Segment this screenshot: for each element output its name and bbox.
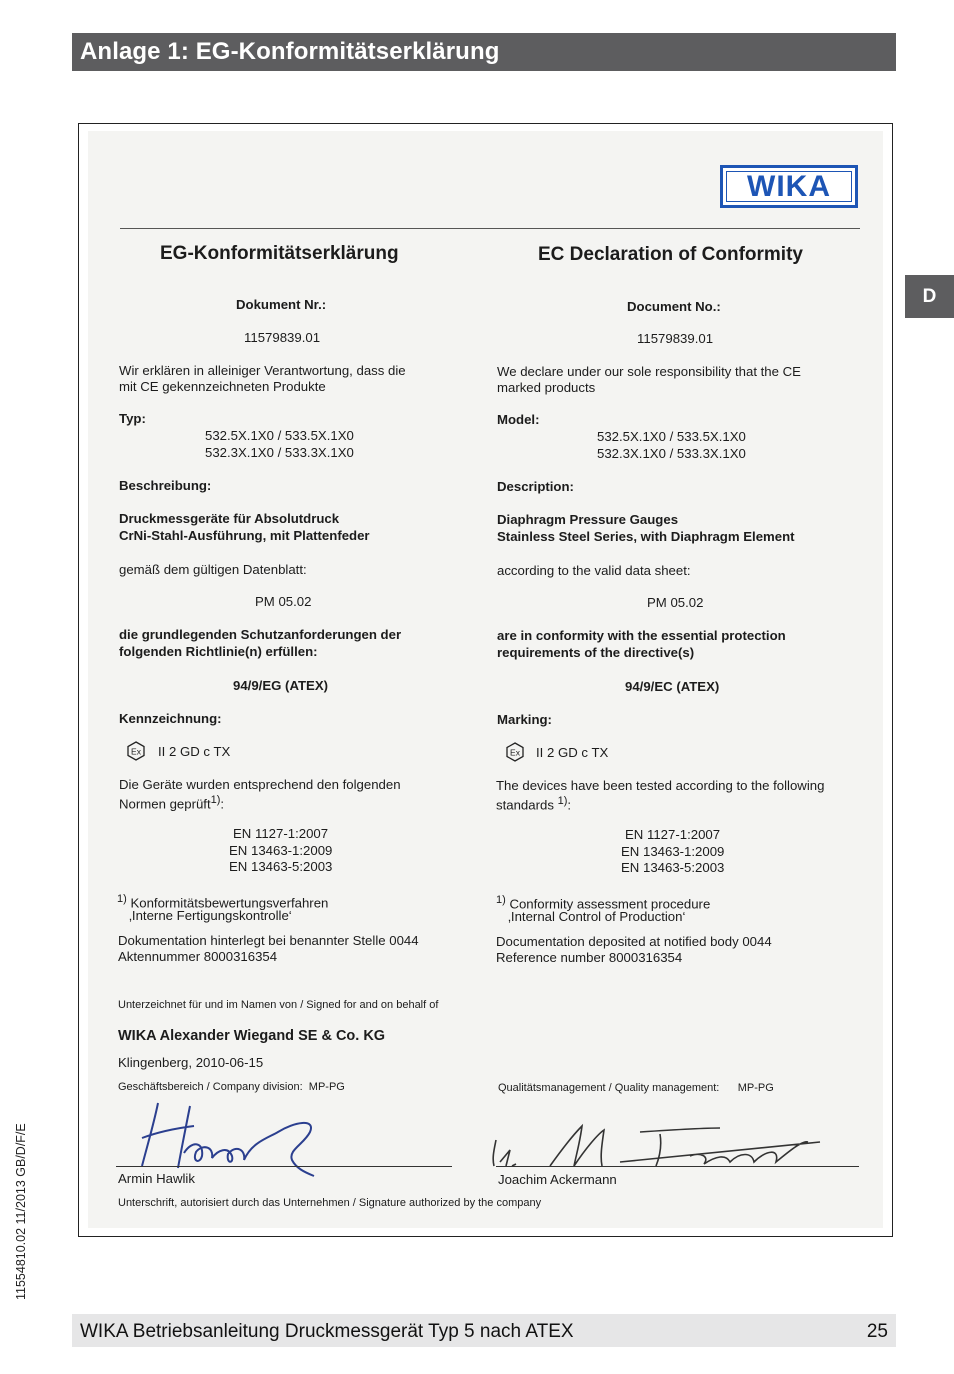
de-note-1-text: Konformitätsbewertungsverfahren	[130, 895, 329, 911]
footer-title: WIKA Betriebsanleitung Druckmessgerät Typ 5 nach ATEX	[80, 1321, 574, 1342]
signature-right	[490, 1122, 830, 1172]
de-deposit-2: Aktennummer 8000316354	[118, 949, 278, 964]
signature-line-left	[116, 1166, 452, 1167]
en-note-footnote-mark: 1)	[496, 894, 506, 906]
en-tested-1: The devices have been tested according to the following	[496, 778, 825, 793]
de-directive: 94/9/EG (ATEX)	[233, 678, 329, 693]
en-models-1: 532.5X.1X0 / 533.5X.1X0	[597, 429, 746, 444]
en-note-2: ‚Internal Control of Production‘	[508, 909, 686, 924]
place-date: Klingenberg, 2010-06-15	[118, 1055, 264, 1070]
de-tested-2: Normen geprüft$^{1)}$:	[119, 794, 225, 812]
svg-text:Ex: Ex	[131, 746, 141, 757]
division-label: Geschäftsbereich / Company division:	[118, 1081, 303, 1093]
en-deposit-2: Reference number 8000316354	[496, 950, 683, 965]
de-models-2: 532.3X.1X0 / 533.3X.1X0	[205, 445, 354, 460]
en-doc-number: 11579839.01	[637, 331, 714, 346]
quality-value: MP-PG	[737, 1082, 774, 1094]
en-standard-3: EN 13463-5:2003	[621, 860, 725, 875]
signature-line-right	[496, 1166, 859, 1167]
en-marking: II 2 GD c TX	[536, 745, 609, 760]
company-name: WIKA Alexander Wiegand SE & Co. KG	[118, 1028, 386, 1044]
de-note-2: ‚Interne Fertigungskontrolle‘	[129, 908, 292, 923]
en-tested-footnote-ref: 1)	[557, 795, 568, 807]
de-deposit-1: Dokumentation hinterlegt bei benannter Stelle 0044	[118, 933, 419, 948]
wika-logo-text: WIKA	[726, 171, 852, 202]
de-standard-2: EN 13463-1:2009	[229, 843, 333, 858]
de-datasheet-intro: gemäß dem gültigen Datenblatt:	[119, 562, 307, 577]
signature-authorized: Unterschrift, autorisiert durch das Unternehmen / Signature authorized by the company	[118, 1197, 542, 1209]
en-declare-1: We declare under our sole responsibility that the CE	[497, 364, 801, 379]
en-datasheet: PM 05.02	[647, 595, 704, 610]
ex-hexagon-icon	[505, 742, 525, 762]
de-note-footnote-mark: 1)	[117, 893, 127, 905]
de-datasheet: PM 05.02	[255, 594, 312, 609]
de-models-1: 532.5X.1X0 / 533.5X.1X0	[205, 428, 354, 443]
division	[118, 1079, 345, 1096]
page-footer	[72, 1314, 896, 1347]
de-declare-1: Wir erklären in alleiniger Verantwortung, dass die	[119, 363, 406, 378]
en-datasheet-intro: according to the valid data sheet:	[497, 563, 691, 578]
de-standard-1: EN 1127-1:2007	[233, 826, 329, 841]
language-tab-d[interactable]: D	[905, 275, 954, 318]
svg-text:Ex: Ex	[510, 747, 520, 758]
de-tested-2-text: Normen geprüft	[119, 796, 211, 812]
en-tested-2: standards $^{1)}$:	[496, 795, 572, 813]
de-title: EG-Konformitätserklärung	[160, 243, 399, 264]
de-desc-1: Druckmessgeräte für Absolutdruck	[119, 511, 340, 526]
en-title: EC Declaration of Conformity	[538, 244, 803, 265]
de-declare-2: mit CE gekennzeichneten Produkte	[119, 379, 326, 394]
en-deposit-1: Documentation deposited at notified body 0044	[496, 934, 772, 949]
de-standard-3: EN 13463-5:2003	[229, 859, 333, 874]
quality-management	[498, 1080, 774, 1097]
de-doc-label: Dokument Nr.:	[236, 297, 327, 312]
en-requirements-1: are in conformity with the essential protection	[497, 628, 786, 643]
section-header	[72, 33, 896, 71]
de-marking-label: Kennzeichnung:	[119, 711, 222, 726]
de-type-label: Typ:	[119, 411, 146, 426]
en-standard-2: EN 13463-1:2009	[621, 844, 725, 859]
signed-on-behalf: Unterzeichnet für und im Namen von / Signed for and on behalf of	[118, 999, 439, 1011]
de-marking: II 2 GD c TX	[158, 744, 231, 759]
wika-logo	[720, 165, 858, 208]
en-standard-1: EN 1127-1:2007	[625, 827, 721, 842]
de-tested-footnote-ref: 1)	[210, 794, 221, 806]
de-desc-label: Beschreibung:	[119, 478, 212, 493]
en-tested-2-text: standards	[496, 797, 554, 813]
de-doc-number: 11579839.01	[244, 330, 321, 345]
de-tested-1: Die Geräte wurden entsprechend den folgenden	[119, 777, 401, 792]
signer-right-name: Joachim Ackermann	[498, 1172, 617, 1187]
de-requirements-1: die grundlegenden Schutzanforderungen der	[119, 627, 402, 642]
en-doc-label: Document No.:	[627, 299, 721, 314]
en-desc-label: Description:	[497, 479, 574, 494]
document-reference: 11554810.02 11/2013 GB/D/F/E	[14, 1123, 28, 1300]
quality-label: Qualitätsmanagement / Quality management:	[498, 1082, 720, 1094]
page-title: Anlage 1: EG-Konformitätserklärung	[80, 38, 500, 65]
en-note-1-text: Conformity assessment procedure	[509, 896, 711, 912]
page-number: 25	[866, 1321, 888, 1342]
division-value: MP-PG	[308, 1081, 345, 1093]
signer-left-name: Armin Hawlik	[118, 1171, 195, 1186]
header-rule	[120, 228, 860, 229]
de-requirements-2: folgenden Richtlinie(n) erfüllen:	[119, 644, 318, 659]
ex-hexagon-icon	[126, 741, 146, 761]
en-desc-2: Stainless Steel Series, with Diaphragm Element	[497, 529, 795, 544]
de-desc-2: CrNi-Stahl-Ausführung, mit Plattenfeder	[119, 528, 370, 543]
en-desc-1: Diaphragm Pressure Gauges	[497, 512, 679, 527]
en-type-label: Model:	[497, 412, 540, 427]
en-models-2: 532.3X.1X0 / 533.3X.1X0	[597, 446, 746, 461]
en-declare-2: marked products	[497, 380, 596, 395]
en-directive: 94/9/EC (ATEX)	[625, 679, 720, 694]
en-requirements-2: requirements of the directive(s)	[497, 645, 695, 660]
en-marking-label: Marking:	[497, 712, 552, 727]
